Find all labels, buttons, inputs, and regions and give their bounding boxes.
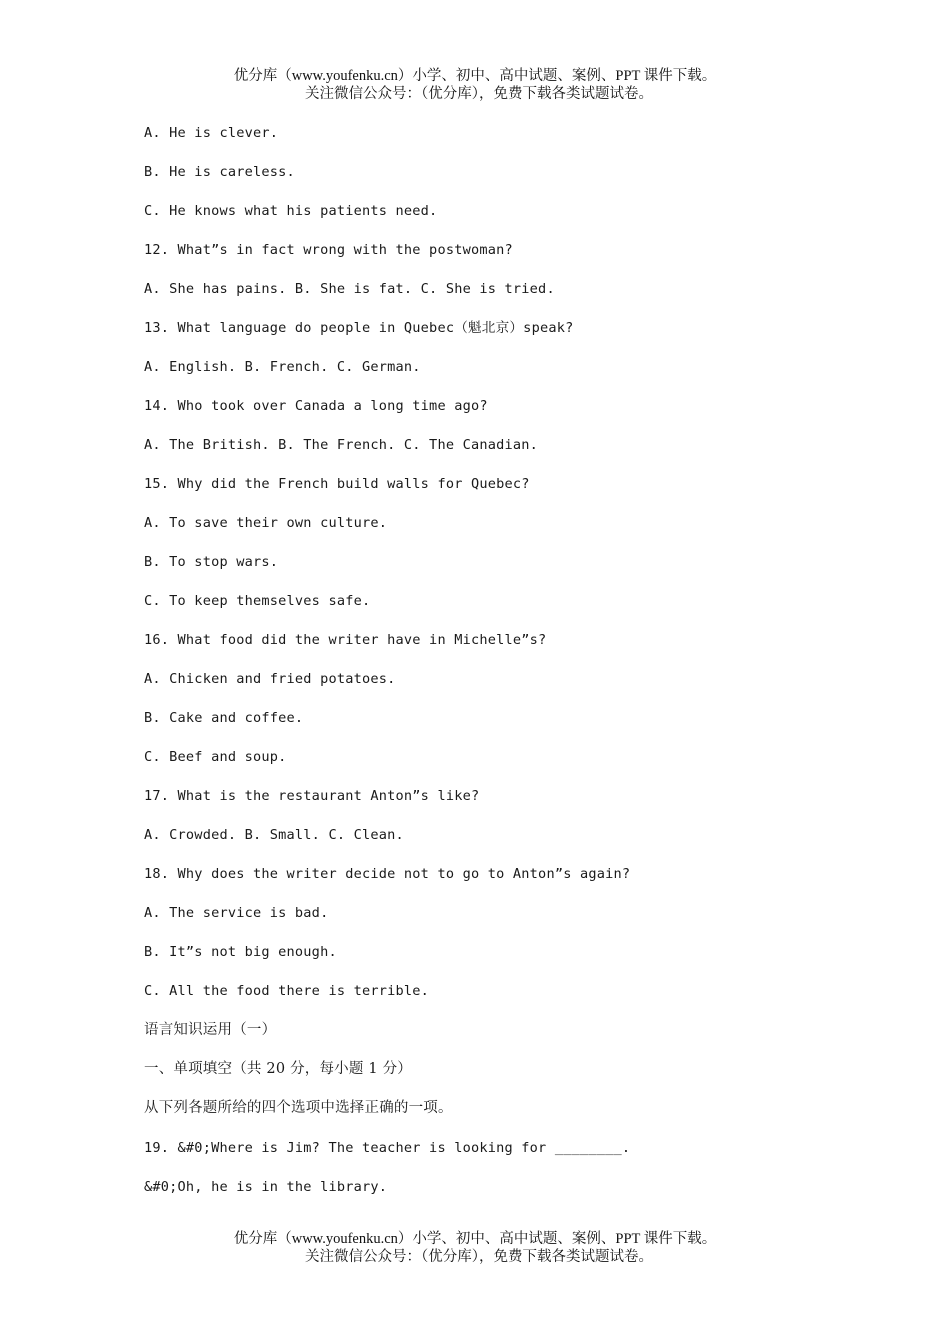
option-18a: A. The service is bad. (144, 905, 329, 921)
section-subtitle: 一、单项填空（共 20 分，每小题 1 分） (144, 1061, 413, 1077)
question-14: 14. Who took over Canada a long time ago? (144, 398, 488, 414)
option-15a: A. To save their own culture. (144, 515, 388, 531)
footer-line-1: 优分库（www.youfenku.cn）小学、初中、高中试题、案例、PPT 课件下载。 (233, 1231, 717, 1247)
option-18c: C. All the food there is terrible. (144, 983, 430, 999)
question-19: 19. &#0;Where is Jim? The teacher is looking for ________. (144, 1140, 631, 1156)
page-header (0, 67, 950, 103)
options-14: A. The British. B. The French. C. The Canadian. (144, 437, 539, 453)
footer-line-2: 关注微信公众号：（优分库），免费下载各类试题试卷。 (305, 1249, 653, 1265)
option-11a: A. He is clever. (144, 125, 279, 141)
options-12: A. She has pains. B. She is fat. C. She is tried. (144, 281, 555, 297)
options-17: A. Crowded. B. Small. C. Clean. (144, 827, 404, 843)
options-13: A. English. B. French. C. German. (144, 359, 421, 375)
option-16c: C. Beef and soup. (144, 749, 287, 765)
option-15b: B. To stop wars. (144, 554, 279, 570)
header-line-2: 关注微信公众号：（优分库），免费下载各类试题试卷。 (305, 86, 653, 102)
question-17: 17. What is the restaurant Anton”s like? (144, 788, 480, 804)
option-11b: B. He is careless. (144, 164, 295, 180)
header-line-1: 优分库（www.youfenku.cn）小学、初中、高中试题、案例、PPT 课件下载。 (233, 68, 717, 84)
question-13: 13. What language do people in Quebec（魁北京）speak? (144, 320, 574, 336)
question-18: 18. Why does the writer decide not to go to Anton”s again? (144, 866, 631, 882)
question-12: 12. What”s in fact wrong with the postwoman? (144, 242, 513, 258)
option-18b: B. It”s not big enough. (144, 944, 337, 960)
page-footer (0, 1230, 950, 1266)
option-16a: A. Chicken and fried potatoes. (144, 671, 396, 687)
option-11c: C. He knows what his patients need. (144, 203, 438, 219)
option-16b: B. Cake and coffee. (144, 710, 304, 726)
section-title: 语言知识运用（一） (144, 1022, 277, 1038)
question-19-reply: &#0;Oh, he is in the library. (144, 1179, 388, 1195)
question-16: 16. What food did the writer have in Michelle”s? (144, 632, 547, 648)
section-instructions: 从下列各题所给的四个选项中选择正确的一项。 (144, 1100, 453, 1116)
question-15: 15. Why did the French build walls for Quebec? (144, 476, 530, 492)
option-15c: C. To keep themselves safe. (144, 593, 371, 609)
